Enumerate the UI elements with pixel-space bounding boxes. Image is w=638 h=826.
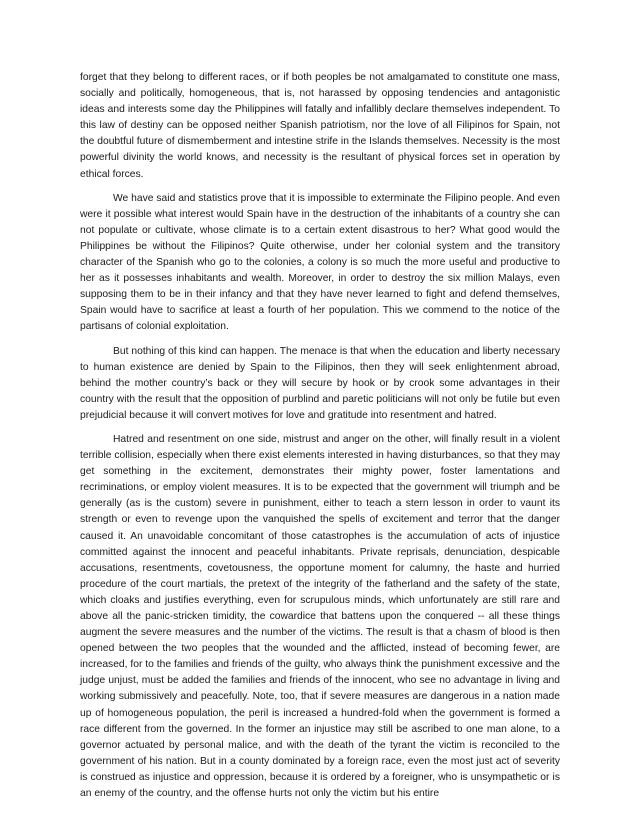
paragraph-1: forget that they belong to different races, or if both peoples be not amalgamated to constitute one mass, socially and politically, homogeneous, that is, not harassed by opposing tendencies and antagonistic ideas and interests some day the Philippines will fatally and infallibly declare themselves independent. To this law of destiny can be opposed neither Spanish patriotism, nor the love of all Filipinos for Spain, not the doubtful future of dismemberment and intestine strife in the Islands themselves. Necessity is the most powerful divinity the world knows, and necessity is the resultant of physical forces set in operation by ethical forces. xyxy=(80,72,560,180)
paragraph-3: But nothing of this kind can happen. The menace is that when the education and liberty necessary to human existence are denied by Spain to the Filipinos, then they will seek enlightenment abroad, behind the mother country’s back or they will secure by hook or by crook some advantages in their country with the result that the opposition of purblind and paretic politicians will not only be futile but even prejudicial because it will convert motives for love and gratitude into resentment and hatred. xyxy=(80,345,560,421)
paragraph-4: Hatred and resentment on one side, mistrust and anger on the other, will finally result in a violent terrible collision, especially when there exist elements interested in having disturbances, so that they may get something in the excitement, demonstrates their mighty power, foster lamentations and recriminations, or employ violent measures. It is to be expected that the government will triumph and be generally (as is the custom) severe in punishment, either to teach a stern lesson in order to vaunt its strength or even to revenge upon the vanquished the spells of excitement and terror that the danger caused it. An unavoidable concomitant of those catastrophes is the accumulation of acts of injustice committed against the innocent and peaceful inhabitants. Private reprisals, denunciation, despicable accusations, resentments, covetousness, the opportune moment for calumny, the haste and hurried procedure of the court martials, the pretext of the integrity of the fatherland and the safety of the state, which cloaks and justifies everything, even for scrupulous minds, which unfortunately are still rare and above all the panic-stricken timidity, the cowardice that battens upon the conquered -- all these things augment the severe measures and the number of the victims. The result is that a chasm of blood is then opened between the two peoples that the wounded and the afflicted, instead of becoming fewer, are increased, for to the families and friends of the guilty, who always think the punishment excessive and the judge unjust, must be added the families and friends of the innocent, who see no advantage in living and working submissively and peacefully. Note, too, that if severe measures are dangerous in a nation made up of homogeneous population, the peril is increased a hundred-fold when the government is formed a race different from the governed. In the former an injustice may still be ascribed to one man alone, to a governor actuated by personal malice, and with the death of the tyrant the victim is reconciled to the government of his nation. But in a county dominated by a foreign race, even the most just act of severity is construed as injustice and oppression, because it is ordered by a foreigner, who is unsympathetic or is an enemy of the country, and the offense hurts not only the victim but his entire xyxy=(80,433,560,800)
paragraph-2: We have said and statistics prove that it is impossible to exterminate the Filipino people. And even were it possible what interest would Spain have in the destruction of the inhabitants of a country she can not populate or cultivate, whose climate is to a certain extent disastrous to her? What good would the Philippines be without the Filipinos? Quite otherwise, under her colonial system and the transitory character of the Spanish who go to the colonies, a colony is so much the more useful and productive to her as it possesses inhabitants and wealth. Moreover, in order to destroy the six million Malays, even supposing them to be in their infancy and that they have never learned to fight and defend themselves, Spain would have to sacrifice at least a fourth of her population. This we commend to the notice of the partisans of colonial exploitation. xyxy=(80,192,560,333)
